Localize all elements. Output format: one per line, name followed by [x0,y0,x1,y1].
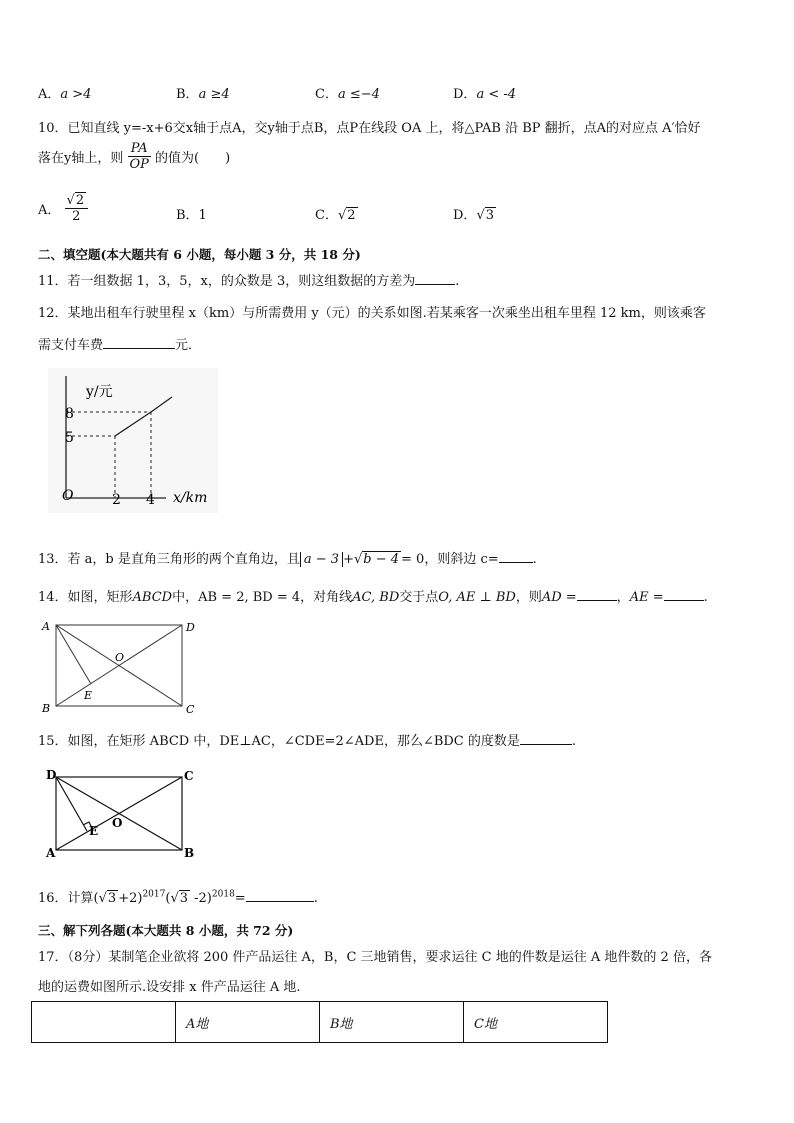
q10-stem-line1: 10．已知直线 y=-x+6交x轴于点A，交y轴于点B，点P在线段 OA 上，将△PAB 沿 BP 翻折，点A的对应点 A′恰好 [38,121,701,136]
svg-text:B: B [42,702,51,715]
q13-stem: 13．若 a，b 是直角三角形的两个直角边，且 a − 3 +√b − 4 = 0，则斜边 c= . [38,552,537,567]
table-row [32,1002,608,1043]
q14-figure [38,618,203,715]
q17-freight-table [31,1001,608,1043]
q17-stem-line1: 17．（8分）某制笔企业欲将 200 件产品运往 A，B，C 三地销售，要求运往 C 地的件数是运往 A 地件数的 2 倍，各 [38,950,712,965]
svg-text:A: A [42,620,50,633]
q10-stem-line2: 落在y轴上，则 $\frac{PA}{OP}$ 的值为( ) [38,141,231,172]
svg-text:E: E [89,824,99,838]
q14-stem: 14．如图，矩形ABCD中，AB = 2, BD = 4，对角线AC, BD交于点O, AE ⊥ BD，则AD = ，AE = . [38,590,708,605]
svg-text:O: O [112,816,123,830]
table-header-c: C地 [464,1002,608,1043]
svg-text:D: D [46,768,57,782]
section-2-heading: 二、填空题(本大题共有 6 小题，每小题 3 分，共 18 分) [38,247,361,262]
q10-option-b: B．1 [176,208,207,223]
q9-option-b: B．a ≥4 [176,87,230,102]
q11-answer-blank[interactable] [415,272,455,285]
q10-option-c: C．√2 [315,208,356,223]
x-tick-2: 2 [112,492,121,508]
q12-stem-line2: 需支付车费 元． [38,338,202,353]
q15-figure [42,765,202,861]
q13-answer-blank[interactable] [499,550,533,563]
svg-text:B: B [184,846,195,860]
svg-text:C: C [186,703,195,715]
table-header-b: B地 [320,1002,464,1043]
q9-option-c: C．a ≤−4 [315,87,380,102]
q10-option-d: D．√3 [453,208,495,223]
section-3-heading: 三、解下列各题(本大题共 8 小题，共 72 分) [38,923,294,938]
q11-stem: 11．若一组数据 1，3，5，x，的众数是 3，则这组数据的方差为 . [38,274,460,289]
y-axis-label: y/元 [86,384,113,400]
q9-option-a: A．a >4 [38,87,92,102]
table-header-a: A地 [176,1002,320,1043]
q16-answer-blank[interactable] [246,889,314,902]
origin-label: O [62,488,74,504]
q14-ad-blank[interactable] [577,588,617,601]
svg-text:C: C [184,769,194,783]
q12-answer-blank[interactable] [103,336,175,349]
y-tick-8: 8 [65,406,74,422]
table-header-blank [32,1002,176,1043]
y-tick-5: 5 [65,430,74,446]
q16-stem: 16．计算$(√3 +2)^{2017}(√3$ -2)$^{2018}$= . [38,889,318,906]
q9-option-d: D．a < -4 [453,87,517,102]
q15-answer-blank[interactable] [520,732,572,745]
q12-graph [48,368,218,513]
q14-ae-blank[interactable] [664,588,704,601]
svg-text:E: E [84,689,93,702]
svg-text:O: O [115,651,125,664]
q10-option-a: A． $\frac{√2}{2}$ [38,193,88,224]
svg-text:A: A [46,846,56,860]
q15-stem: 15．如图，在矩形 ABCD 中，DE⊥AC，∠CDE=2∠ADE，那么∠BDC 的度数是 . [38,734,577,749]
q12-stem-line1: 12．某地出租车行驶里程 x（km）与所需费用 y（元）的关系如图.若某乘客一次乘坐出租车里程 12 km，则该乘客 [38,306,706,321]
q17-stem-line2: 地的运费如图所示.设安排 x 件产品运往 A 地. [38,980,301,995]
x-axis-label: x/km [173,490,208,506]
x-tick-4: 4 [146,492,155,508]
svg-text:D: D [186,621,195,634]
q10-fraction: $\frac{PA}{OP}$ [129,141,149,172]
